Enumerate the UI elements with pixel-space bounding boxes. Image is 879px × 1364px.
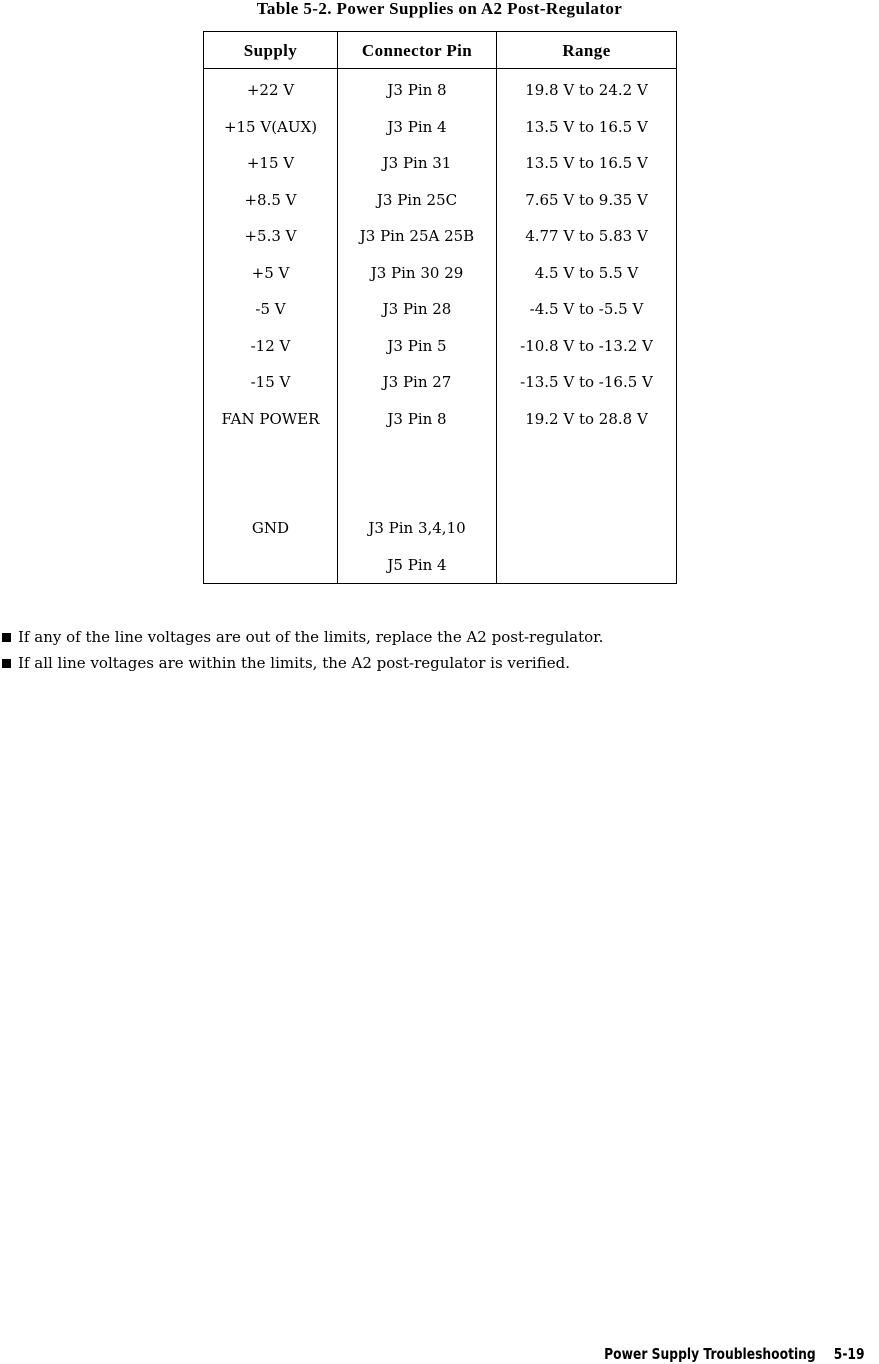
cell-connector-pin: J5 Pin 4	[387, 556, 447, 574]
list-item	[0, 624, 879, 650]
cell-connector-pin: J3 Pin 31	[382, 154, 452, 172]
footer-section-title: Power Supply Troubleshooting	[604, 1345, 817, 1363]
bullet-list	[0, 624, 879, 676]
cell-connector-pin: J3 Pin 8	[387, 410, 447, 428]
header-range: Range	[562, 41, 611, 60]
bullet-text: If all line voltages are within the limits, the A2 post-regulator is verified.	[18, 654, 570, 672]
cell-connector-pin	[338, 437, 496, 473]
cell-connector-pin: J3 Pin 3,4,10	[368, 519, 466, 537]
cell-range: 7.65 V to 9.35 V	[525, 191, 648, 209]
bullet-text: If any of the line voltages are out of the limits, replace the A2 post-regulator.	[18, 628, 604, 646]
cell-connector-pin: J3 Pin 8	[387, 81, 447, 99]
cell-supply	[204, 437, 337, 473]
cell-connector-pin: J3 Pin 5	[387, 337, 447, 355]
cell-supply: -12 V	[250, 337, 291, 355]
page-number: 5-19	[834, 1345, 865, 1363]
header-supply: Supply	[243, 41, 298, 60]
cell-connector-pin: J3 Pin 27	[382, 373, 452, 391]
cell-supply: +22 V	[246, 81, 295, 99]
cell-supply: GND	[251, 519, 290, 537]
cell-range: 13.5 V to 16.5 V	[525, 154, 648, 172]
cell-range: -10.8 V to -13.2 V	[520, 337, 653, 355]
cell-supply: +5.3 V	[244, 227, 297, 245]
cell-range: 19.2 V to 28.8 V	[525, 410, 648, 428]
bullet-icon	[2, 633, 11, 642]
cell-supply: +5 V	[251, 264, 290, 282]
header-connector-pin: Connector Pin	[361, 41, 473, 60]
power-supplies-table	[203, 31, 677, 584]
cell-range	[497, 437, 676, 473]
cell-supply: -5 V	[255, 300, 286, 318]
cell-range	[497, 474, 676, 510]
list-item	[0, 650, 879, 676]
cell-range	[497, 510, 676, 546]
cell-supply: +15 V	[246, 154, 295, 172]
table-title: Table 5-2. Power Supplies on A2 Post-Regulator	[256, 0, 623, 18]
cell-connector-pin	[338, 474, 496, 510]
cell-supply	[204, 547, 337, 583]
cell-range: 4.5 V to 5.5 V	[534, 264, 639, 282]
cell-range	[497, 547, 676, 583]
cell-range: -4.5 V to -5.5 V	[529, 300, 644, 318]
cell-range: -13.5 V to -16.5 V	[520, 373, 653, 391]
cell-supply	[204, 474, 337, 510]
cell-range: 13.5 V to 16.5 V	[525, 118, 648, 136]
cell-connector-pin: J3 Pin 25C	[376, 191, 458, 209]
cell-supply: +15 V(AUX)	[223, 118, 318, 136]
cell-connector-pin: J3 Pin 4	[387, 118, 447, 136]
cell-range: 4.77 V to 5.83 V	[525, 227, 648, 245]
cell-range: 19.8 V to 24.2 V	[525, 81, 648, 99]
page-footer	[605, 1344, 865, 1364]
cell-connector-pin: J3 Pin 25A 25B	[359, 227, 475, 245]
cell-supply: -15 V	[250, 373, 291, 391]
cell-connector-pin: J3 Pin 30 29	[370, 264, 464, 282]
cell-connector-pin: J3 Pin 28	[382, 300, 452, 318]
cell-supply: +8.5 V	[244, 191, 297, 209]
bullet-icon	[2, 659, 11, 668]
cell-supply: FAN POWER	[221, 410, 320, 428]
